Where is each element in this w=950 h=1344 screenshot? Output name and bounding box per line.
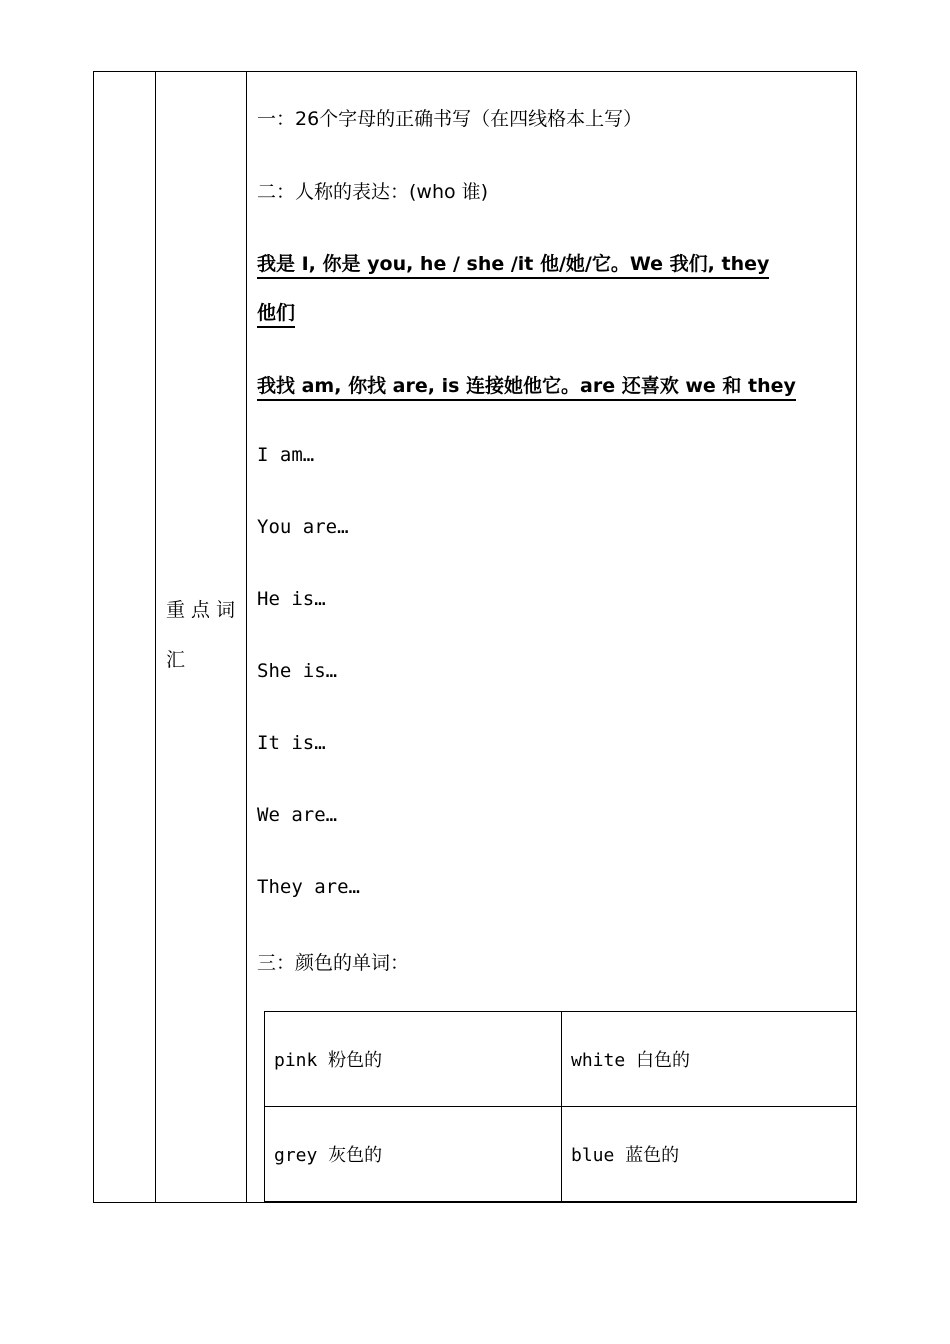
heading-colors: 三：颜色的单词： (257, 952, 410, 974)
example-i-am: I am… (257, 444, 315, 466)
heading-alphabet: 一：26个字母的正确书写（在四线格本上写） (257, 108, 643, 130)
table-row (265, 1012, 857, 1107)
pronoun-rule-text-1: 我是 I, 你是 you, he / she /it 他/她/它。We 我们, they (257, 253, 769, 279)
pronoun-rule-line-1 (257, 249, 769, 276)
row-label: 重点词汇 (166, 599, 242, 671)
example-he-is: He is… (257, 588, 326, 610)
example-she-is: She is… (257, 660, 338, 682)
color-cell: white 白色的 (562, 1012, 857, 1107)
color-cell: blue 蓝色的 (562, 1107, 857, 1202)
verb-rule-text: 我找 am, 你找 are, is 连接她他它。are 还喜欢 we 和 they (257, 375, 796, 401)
color-cell: pink 粉色的 (265, 1012, 562, 1107)
color-cell: grey 灰色的 (265, 1107, 562, 1202)
table-row (265, 1107, 857, 1202)
column-divider-1 (155, 71, 156, 1203)
pronoun-rule-text-2: 他们 (257, 302, 295, 328)
column-divider-2 (246, 71, 247, 1203)
example-we-are: We are… (257, 804, 338, 826)
example-they-are: They are… (257, 876, 360, 898)
verb-rule-line (257, 371, 796, 398)
heading-pronouns: 二：人称的表达：(who 谁) (257, 181, 489, 203)
example-you-are: You are… (257, 516, 349, 538)
pronoun-rule-line-2 (257, 298, 295, 325)
table-bottom-rule (264, 1201, 857, 1203)
colors-table (264, 1011, 857, 1202)
example-it-is: It is… (257, 732, 326, 754)
